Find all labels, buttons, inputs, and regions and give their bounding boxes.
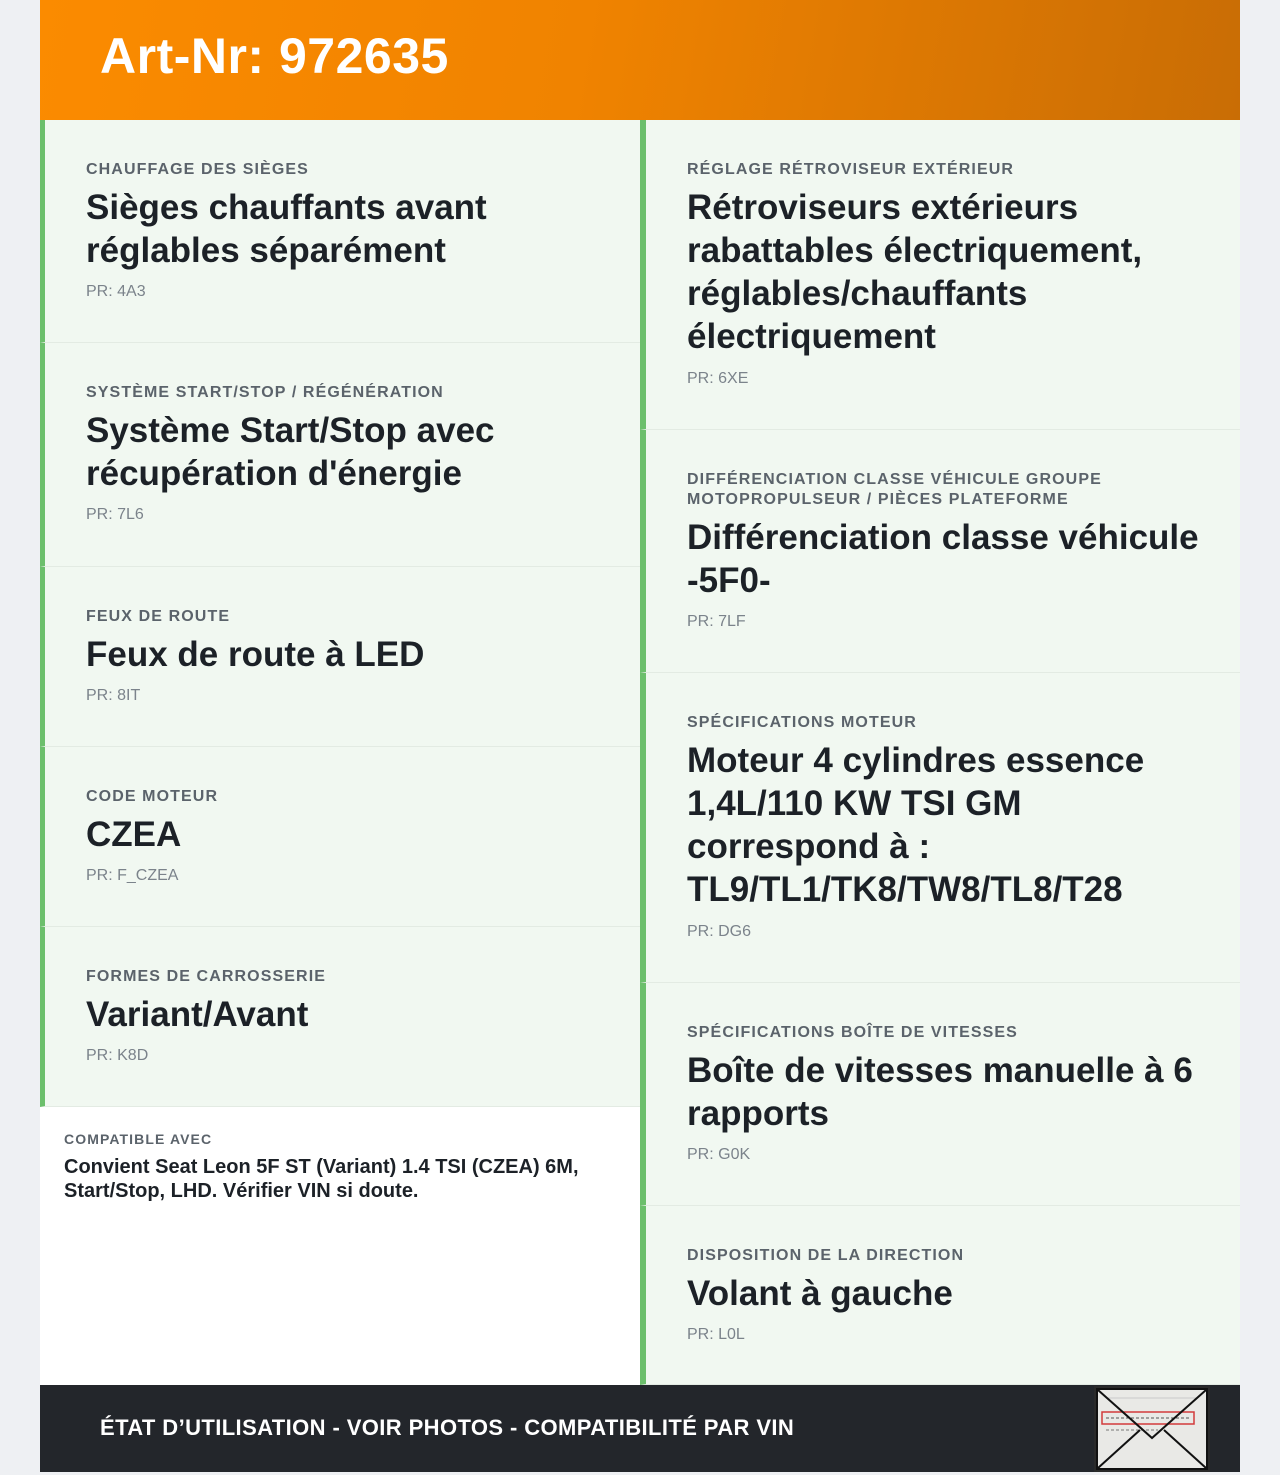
compat-text: Convient Seat Leon 5F ST (Variant) 1.4 TSI (CZEA) 6M, Start/Stop, LHD. Vérifier VIN si doute. — [64, 1156, 579, 1202]
spec-label: FORMES DE CARROSSERIE — [86, 968, 327, 985]
spec-card-gearbox — [640, 983, 1240, 1206]
spec-pr-code: PR: 7LF — [687, 613, 746, 630]
spec-sheet — [40, 0, 1240, 1472]
spec-label: RÉGLAGE RÉTROVISEUR EXTÉRIEUR — [687, 161, 1015, 178]
spec-pr-code: PR: F_CZEA — [86, 867, 179, 884]
spec-pr-code: PR: DG6 — [687, 923, 752, 940]
spec-card-mirror-adjust — [640, 120, 1240, 430]
spec-card-start-stop — [40, 343, 640, 567]
header-banner — [40, 0, 1240, 120]
spec-card-steering — [640, 1206, 1240, 1385]
spec-label: SPÉCIFICATIONS BOÎTE DE VITESSES — [687, 1024, 1018, 1041]
footer-bar — [40, 1385, 1240, 1472]
envelope-stamp-image — [1094, 1386, 1210, 1472]
spec-card-engine-spec — [640, 673, 1240, 983]
spec-card-seat-heating — [40, 120, 640, 343]
spec-value: Boîte de vitesses manuelle à 6 rapports — [687, 1051, 1193, 1133]
spec-label: FEUX DE ROUTE — [86, 608, 231, 625]
spec-card-vehicle-class — [640, 430, 1240, 673]
spec-value: Différenciation classe véhicule -5F0- — [687, 518, 1199, 600]
spec-card-body-style — [40, 927, 640, 1107]
spec-label: CODE MOTEUR — [86, 788, 219, 805]
spec-value: Variant/Avant — [86, 995, 309, 1034]
spec-value: CZEA — [86, 815, 182, 854]
spec-value: Moteur 4 cylindres essence 1,4L/110 KW TSI GM correspond à : TL9/TL1/TK8/TW8/TL8/T28 — [687, 741, 1145, 909]
spec-label: DIFFÉRENCIATION CLASSE VÉHICULE GROUPE MOTOPROPULSEUR / PIÈCES PLATEFORME — [687, 471, 1102, 508]
spec-label: SYSTÈME START/STOP / RÉGÉNÉRATION — [86, 384, 444, 401]
spec-pr-code: PR: 6XE — [687, 370, 749, 387]
spec-pr-code: PR: 7L6 — [86, 506, 144, 523]
spec-card-high-beam — [40, 567, 640, 747]
spec-pr-code: PR: K8D — [86, 1047, 149, 1064]
spec-label: CHAUFFAGE DES SIÈGES — [86, 161, 309, 178]
article-number-title: Art-Nr: 972635 — [100, 28, 449, 84]
spec-label: DISPOSITION DE LA DIRECTION — [687, 1247, 965, 1264]
spec-pr-code: PR: 8IT — [86, 687, 141, 704]
spec-pr-code: PR: L0L — [687, 1326, 745, 1343]
footer-notice: ÉTAT D’UTILISATION - VOIR PHOTOS - COMPATIBILITÉ PAR VIN — [100, 1415, 795, 1440]
envelope-icon — [1096, 1388, 1208, 1470]
spec-pr-code: PR: 4A3 — [86, 283, 146, 300]
spec-value: Système Start/Stop avec récupération d'énergie — [86, 411, 495, 493]
spec-pr-code: PR: G0K — [687, 1146, 751, 1163]
spec-value: Feux de route à LED — [86, 635, 425, 674]
spec-card-engine-code — [40, 747, 640, 927]
spec-label: SPÉCIFICATIONS MOTEUR — [687, 714, 917, 731]
compat-label: COMPATIBLE AVEC — [64, 1131, 213, 1147]
compatibility-note — [40, 1107, 640, 1385]
spec-value: Volant à gauche — [687, 1274, 953, 1313]
spec-value: Sièges chauffants avant réglables séparément — [86, 188, 487, 270]
spec-value: Rétroviseurs extérieurs rabattables électriquement, réglables/chauffants électriquement — [687, 188, 1143, 356]
